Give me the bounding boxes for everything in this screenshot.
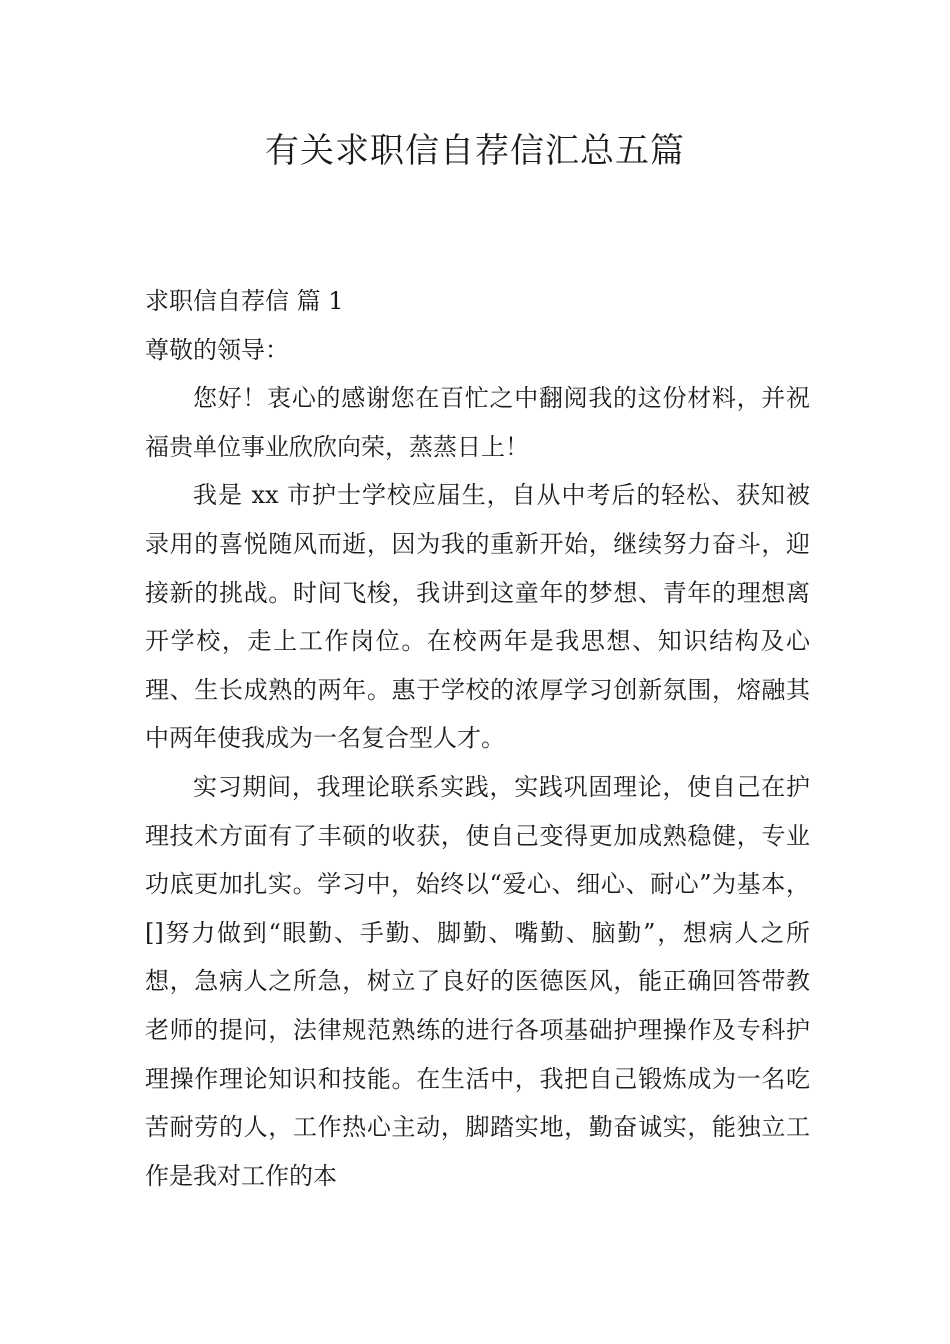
paragraph-greeting: 您好！衷心的感谢您在百忙之中翻阅我的这份材料，并祝福贵单位事业欣欣向荣，蒸蒸日上！ — [145, 384, 810, 461]
salutation: 尊敬的领导： — [145, 335, 289, 364]
paragraph-introduction: 我是 xx 市护士学校应届生，自从中考后的轻松、获知被录用的喜悦随风而逝，因为我的重新开始，继续努力奋斗，迎接新的挑战。时间飞梭，我讲到这童年的梦想、青年的理想离开学校，走上工作岗位。在校两年是我思想、知识结构及心理、生长成熟的两年。惠于学校的浓厚学习创新氛围，熔融其中两年使我成为一名复合型人才。 — [145, 481, 810, 753]
section-heading: 求职信自荐信 篇 1 — [145, 287, 344, 315]
paragraph-internship: 实习期间，我理论联系实践，实践巩固理论，使自己在护理技术方面有了丰硕的收获，使自己变得更加成熟稳健，专业功底更加扎实。学习中，始终以“爱心、细心、耐心”为基本，[]努力做到“眼勤、手勤、脚勤、嘴勤、脑勤”，想病人之所想，急病人之所急，树立了良好的医德医风，能正确回答带教老师的提问，法律规范熟练的进行各项基础护理操作及专科护理操作理论知识和技能。在生活中，我把自己锻炼成为一名吃苦耐劳的人，工作热心主动，脚踏实地，勤奋诚实，能独立工作是我对工作的本 — [145, 772, 810, 1190]
document-body — [145, 277, 810, 1200]
document-title: 有关求职信自荐信汇总五篇 — [265, 131, 685, 171]
